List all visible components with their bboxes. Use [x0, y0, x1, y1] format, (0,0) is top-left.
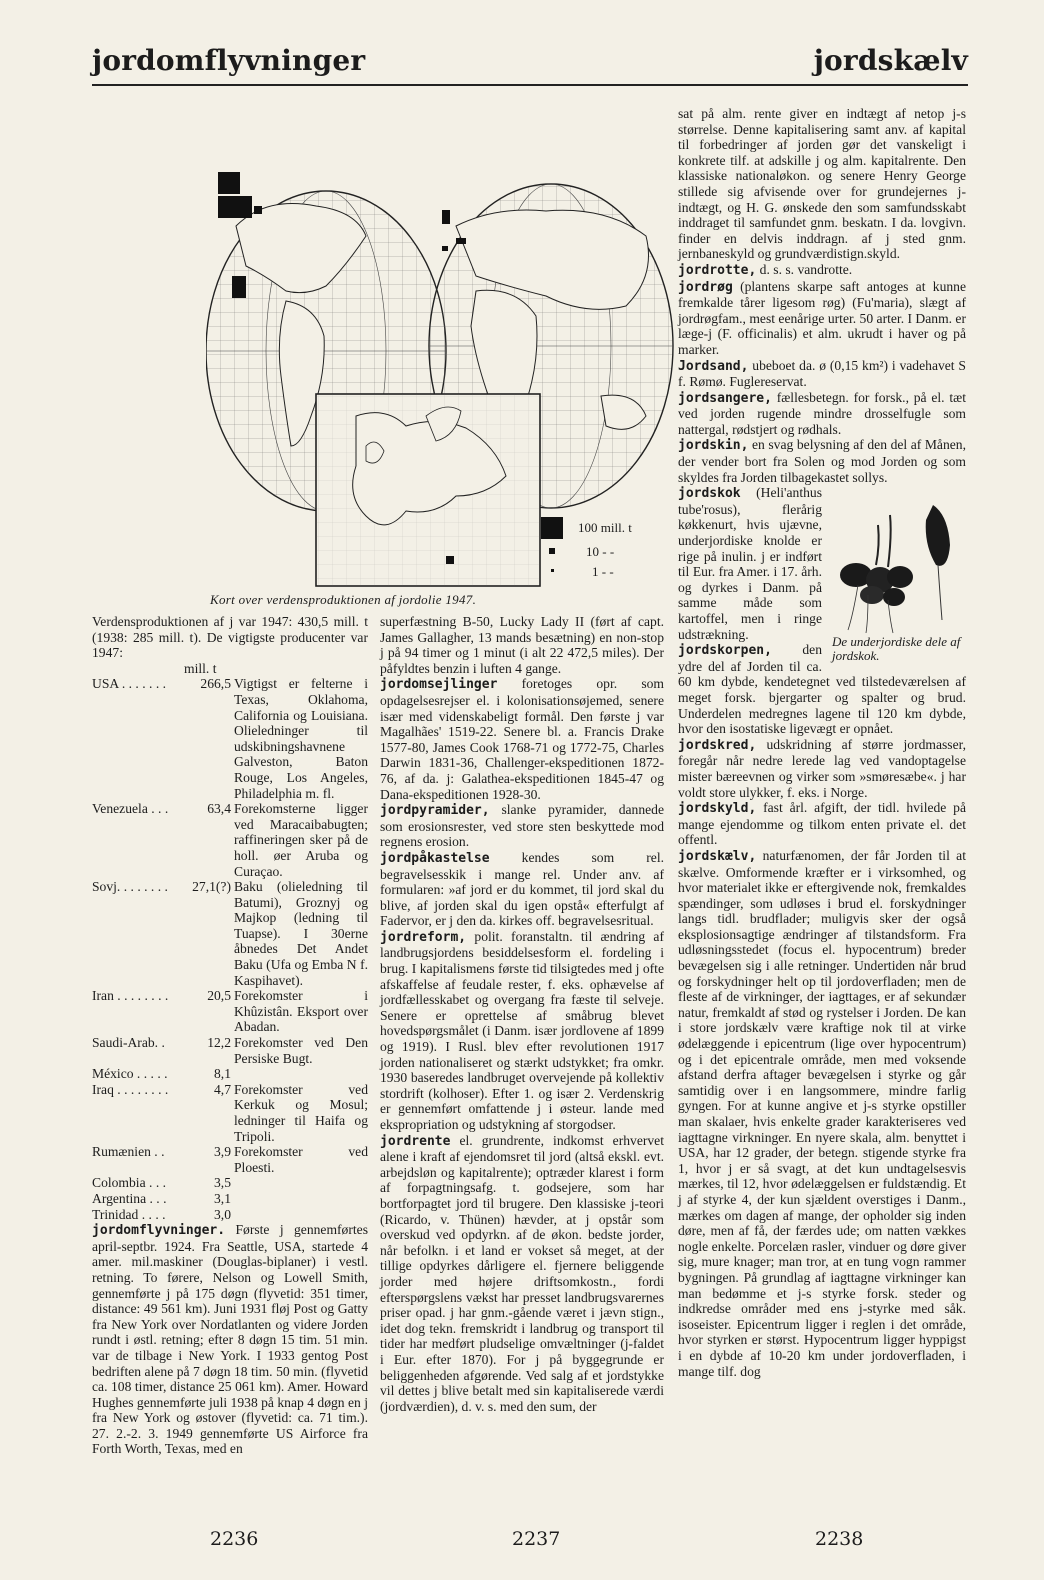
country-name: Trinidad . . . .: [92, 1206, 166, 1222]
entry-text: superfæstning B-50, Lucky Lady II (ført af capt. James Gallagher, 13 mands besætning) en non-stop j på 94 timer og 1 minut (i alt 22 472,5 miles). Der påfyldtes benzin i luften 4 gange.: [380, 614, 664, 676]
entry-head: jordrente: [380, 1133, 451, 1149]
right-rest-entry: [678, 848, 966, 1379]
middle-entry: [380, 929, 664, 1133]
production-row: [92, 1175, 368, 1191]
right-entry: [678, 390, 966, 438]
production-note: Vigtigst er felterne i Texas, Oklahoma, California og Louisiana. Olieledninger til udskibningshavnene Galveston, Baton Rouge, Los Angeles, Philadelphia m. fl.: [234, 676, 368, 801]
page-number-left: 2236: [210, 1528, 259, 1550]
legend-label-10: 10 - -: [586, 544, 615, 559]
country-name: Sovj. . . . . . . .: [92, 879, 168, 895]
entry-text: (plantens skarpe saft antoges at kunne fremkalde tårer ligesom røg) (Fu'maria), slægt af jordrøgfam., mest eenårige urter. 50 arter. I Danm. er læge-j (F. officinalis) et alm. ukrudt i haver og på marker.: [678, 278, 966, 357]
entry-head: jordpyramider,: [380, 803, 490, 819]
country-name: México . . . . .: [92, 1066, 168, 1082]
production-value: 20,5: [207, 988, 231, 1004]
entry-text: d. s. s. vandrotte.: [756, 261, 853, 277]
column-middle: [380, 614, 664, 1414]
page-number-middle: 2237: [512, 1528, 561, 1550]
entry-text: ubeboet da. ø (0,15 km²) i vadehavet S f. Rømø. Fuglereservat.: [678, 357, 966, 390]
production-row: [92, 1144, 368, 1175]
header-rule: [92, 84, 968, 86]
entry-text: udskridning af større jordmasser, foregår når nedre lerede lag ved vandoptagelse mister bæreevnen og virker som »smøresæbe«. j har voldt store ulykker, f. eks. i Norge.: [678, 736, 966, 800]
entry-head: jordomsejlinger: [380, 677, 498, 693]
entry-head: jordskin,: [678, 438, 749, 454]
production-row: [92, 879, 368, 988]
right-entries-rest: [678, 737, 966, 1379]
jordskok-block: [678, 485, 966, 737]
running-header-right: jordskælv: [813, 44, 968, 77]
column-left: [92, 614, 368, 1457]
entry-head: jordskælv,: [678, 848, 757, 864]
jordskok-figure: [828, 485, 966, 665]
right-entry: [678, 437, 966, 485]
middle-entry: [380, 676, 664, 802]
production-table: [92, 676, 368, 1222]
jordskok-plant-image: [828, 485, 966, 635]
production-row: [92, 1207, 368, 1223]
production-value: 3,5: [214, 1175, 231, 1191]
right-entries: [678, 106, 966, 485]
entry-head: jordpåkastelse: [380, 850, 490, 866]
entry-head: jordreform,: [380, 929, 467, 945]
middle-entry: [380, 802, 664, 850]
column-right: [678, 106, 966, 1379]
entry-text: foretoges opr. som opdagelsesrejser el. i kolonisationsøjemed, senere især med videnskabeligt formål. Den første j var Magalhães' 1519-22. Senere bl. a. Francis Drake 1577-80, James Cook 1768-71 og 1772-75, Charles Darwin 1831-36, Challenger-ekspeditionen 1872-76, af da. j: Galathea-ekspeditionen 1845-47 og Dana-ekspeditionen 1928-30.: [380, 676, 664, 802]
production-value: 4,7: [214, 1081, 231, 1097]
production-row: [92, 1035, 368, 1066]
production-value: 3,1: [214, 1190, 231, 1206]
entry-head: jordskred,: [678, 737, 757, 753]
entry-text: naturfænomen, der får Jorden til at skælve. Omformende kræfter er i virksomhed, og hvor materialet ikke er eftergivende nok, fremkaldes spændinger, som udløses i brud el. forskydninger langs tidl. brudflader; muligvis sker der også eksplosionsagtige ændringer af tilstandsform. Fra udløsningsstedet (focus el. hypocentrum) breder bevægelsen sig i alle retninger. Undertiden når brud og forskydninger helt op til jordoverfladen; men de fleste af de virkninger, der iagttages, er af sekundær natur, fremkaldt af stød og rystelser i Jorden. De kan i store jordskælv være kraftige nok til at virke ødelæggende i epicentrum (lige over hypocentrum) og i det epicentrale område, men med voksende afstand derfra aftager bevægelsen i styrke og går samtidig over i en langsommere, mindre farlig gyngen. For at kunne angive et j-s styrke opstiller man skalaer, hvis enkelte grader karakteriseres ved iagttagne virkninger. En nyere skala, alm. benyttet i USA, har 12 grader, der betegn. stigende styrke fra 1, hvor j er så svagt, at det kun undtagelsesvis mærkes, til 12, hvor ødelæggelsen er fuldstændig. Et j af styrke 4, der kun sjældent overstiges i Danm., mærkes om dagen af mange, der opholder sig inden døre, men af få, der færdes ude; om natten vækkes nogle enkelte. Porcelæn rasler, vinduer og døre giver sig, mure knager; man tror, at en tung vogn rammer bygningen. På grundlag af iagttagne virkninger kan man bedømme et j-s styrke forsk. steder og indkredse områder med ens j-styrke med såk. isoseister. Epicentrum ligger i reglen i det område, hvor styrken er størst. Hypocentrum ligger hyppigst i en dybde af 10-20 km under jordoverfladen, i mange tilf. dog: [678, 847, 966, 1379]
entry-text: polit. foranstaltn. til ændring af landbrugsjordens besiddelsesform el. fordeling i brug. I kapitalismens første tid tilsigtedes med j ofte afskaffelse af feudale rester, f. eks. ophævelse af jordfællesskabet og overgang fra fæste til selveje. Senere er oprettelse af småbrug blevet hovedspørgsmålet (i Danm. især jordlovene af 1899 og 1919). I Rusl. blev efter revolutionen 1917 jorden nationaliseret og stærkt udstykket; fra omkr. 1930 baseredes landbruget overvejende på kollektiv stordrift (kolhoser). Efter 1. og især 2. Verdenskrig er gennemført omfattende j i østeur. lande med ekspropriation og udstykning af storgodser.: [380, 928, 664, 1132]
production-value: 266,5: [200, 676, 231, 692]
entry-text-jordskorpen: den ydre del af Jorden til ca. 60 km dybde, kendetegnet ved tilstedeværelsen af meget forsk. bjergarter og spalter og brud. Underdelen medregnes lagene til 120 km dybde, hvor den isostatiske ligevægt er opnået.: [678, 642, 966, 737]
entry-head-jordskorpen: jordskorpen,: [678, 643, 772, 659]
production-row: [92, 1082, 368, 1144]
right-entry: [678, 279, 966, 358]
entry-text: fællesbetegn. for forsk., på el. tæt ved jorden rugende mindre drosselfugle som nattergal, rødstjert og rødhals.: [678, 389, 966, 437]
production-value: 3,0: [214, 1206, 231, 1222]
country-name: Colombia . . .: [92, 1175, 167, 1191]
right-entry: [678, 358, 966, 390]
production-row: [92, 801, 368, 879]
running-header-left: jordomflyvninger: [92, 44, 366, 77]
right-rest-entry: [678, 800, 966, 848]
middle-entry: [380, 1133, 664, 1415]
middle-east-production-mark: [456, 238, 466, 244]
legend-mark-10: [549, 548, 555, 554]
production-note: Forekomster i Khûzistân. Eksport over Abadan.: [234, 988, 368, 1035]
country-name: Venezuela . . .: [92, 801, 169, 817]
entry-head: jordskyld,: [678, 801, 757, 817]
legend-mark-100: [541, 517, 563, 539]
country-name: Saudi-Arab. .: [92, 1035, 165, 1051]
production-value: 3,9: [214, 1144, 231, 1160]
legend-label-100: 100 mill. t: [578, 520, 632, 535]
country-name: Iraq . . . . . . . .: [92, 1081, 169, 1097]
map-caption: Kort over verdensproduktionen af jordolie 1947.: [210, 592, 477, 607]
legend-label-1: 1 - -: [592, 564, 614, 579]
production-note: [234, 1191, 368, 1207]
production-value: 27,1(?): [192, 879, 231, 895]
entry-head-jordskok: jordskok: [678, 486, 741, 502]
entry-head-jordomflyvninger: jordomflyvninger.: [92, 1223, 226, 1239]
entry-head: jordrøg: [678, 279, 733, 295]
entry-text-jordskok: (Heli'anthus tube'rosus), flerårig køkkenurt, hvis ujævne, underjordiske knolde er rige på inulin. j er indført til Eur. fra Amer. i 17. årh. og dyrkes i Danm. på samme måde som kartoffel, men i ringe udstrækning.: [678, 485, 822, 642]
production-note: [234, 1175, 368, 1191]
entry-head: jordsangere,: [678, 390, 772, 406]
right-rest-entry: [678, 737, 966, 800]
middle-entries: [380, 614, 664, 1414]
production-value: 8,1: [214, 1066, 231, 1082]
venezuela-production-mark: [232, 276, 246, 298]
entry-head: Jordsand,: [678, 358, 749, 374]
production-note: Forekomsterne ligger ved Maracaibabugten; raffineringen sker på de holl. øer Aruba og Curaçao.: [234, 801, 368, 879]
production-note: Forekomster ved Ploesti.: [234, 1144, 368, 1175]
usa-production-mark: [218, 172, 240, 194]
production-intro: Verdensproduktionen af j var 1947: 430,5 mill. t (1938: 285 mill. t). De vigtigste producenter var 1947:: [92, 614, 368, 661]
country-name: USA . . . . . . .: [92, 676, 167, 692]
production-row: [92, 1191, 368, 1207]
production-row: [92, 676, 368, 801]
entry-text: slanke pyramider, dannede som erosionsrester, ved store sten beskyttede mod regnens erosion.: [380, 802, 664, 850]
country-name: Iran . . . . . . . .: [92, 988, 169, 1004]
sovj-production-mark: [442, 210, 450, 224]
production-row: [92, 988, 368, 1035]
entry-text: fast årl. afgift, der tidl. hvilede på mange ejendomme og tilkom enten private el. det offentl.: [678, 800, 966, 848]
entry-text: kendes som rel. begravelsesskik i mange rel. Under anv. af formularen: »af jord er du kommet, til jord skal du blive, af jorden skal du igen opstå« efterfulgt af Fadervor, er j den da. kirkes off. begravelsesritual.: [380, 849, 664, 929]
production-value: 63,4: [207, 801, 231, 817]
entry-text: en svag belysning af den del af Månen, der vender bort fra Solen og mod Jorden og som skyldes fra Jorden tilbagekastet sollys.: [678, 437, 966, 485]
entry-text: el. grundrente, indkomst erhvervet alene i kraft af ejendomsret til jord (altså ekskl. evt. arbejdsløn og kapitalrente); optræder klarest i form af forpagtningsafg. t. godsejere, som har bortforpagtet jord til brugere. Den klassiske j-teori (Ricardo, v. Thünen) hævder, at j opstår som overskud ved opdyrkn. af de økon. bedste jorder, når befolkn. i et land er vokset så meget, at der tillige opdyrkes dårligere el. fjernere beliggende jorder med højere driftsomkostn., fordi efterspørgslens vækst har presset landbrugsvarernes priser opad. j har gnm.-gående været i jævn stign., idet dog tekn. fremskridt i landbrug og transport til tider har medført pludselige omvæltninger (j-faldet i Eur. efter 1870). For j på byggegrunde er beliggenheden afgørende. Ved salg af et jordstykke vil dettes j blive betalt med sin kapitaliserede værdi (jordværdien), d. v. s. med den sum, der: [380, 1132, 664, 1414]
production-value: 12,2: [207, 1035, 231, 1051]
production-unit: mill. t: [184, 660, 217, 676]
legend-mark-1: [551, 569, 554, 572]
production-note: Forekomster ved Den Persiske Bugt.: [234, 1035, 368, 1066]
production-note: [234, 1066, 368, 1082]
middle-entry: [380, 614, 664, 676]
country-name: Argentina . . .: [92, 1190, 167, 1206]
right-entry: [678, 106, 966, 262]
entry-text-jordomflyvninger: Første j gennemførtes april-septbr. 1924. Fra Seattle, USA, startede 4 amer. mil.maskiner (Douglas-biplaner) i vestl. retning. To førere, Nelson og Lowell Smith, gennemførte j på 175 døgn (flyvetid: 351 timer, distance: 49 561 km). Juni 1931 fløj Post og Gatty fra New York over Nordatlanten og videre Jorden rundt i østl. retning; efter 8 døgn 15 tim. 51 min. var de tilbage i New York. I 1933 gentog Post bedriften alene på 7 døgn 18 tim. 50 min. (flyvetid ca. 108 timer, distance 25 061 km). Amer. Howard Hughes gennemførte juli 1938 på knap 4 døgn en j fra New York og østover (flyvetid: ca. 71 tim.). 27. 2.-2. 3. 1949 gennemførte US Airforce fra Forth Worth, Texas, med en: [92, 1222, 368, 1457]
page-number-right: 2238: [815, 1528, 864, 1550]
production-row: [92, 1066, 368, 1082]
production-note: Forekomster ved Kerkuk og Mosul; ledninger til Haifa og Tripoli.: [234, 1081, 368, 1144]
middle-entry: [380, 850, 664, 929]
production-note: [234, 1207, 368, 1223]
country-name: Rumænien . .: [92, 1144, 165, 1160]
right-entry: [678, 262, 966, 279]
production-note: Baku (olieledning til Batumi), Groznyj og Majkop (ledning til Tuapse). I 30erne åbnedes Det Andet Baku (Ufa og Emba N f. Kaspihavet).: [234, 879, 368, 988]
jordskok-figure-caption: De underjordiske dele af jordskok.: [832, 634, 961, 664]
entry-head: jordrotte,: [678, 262, 757, 278]
entry-text: sat på alm. rente giver en indtægt af netop j-s størrelse. Denne kapitalisering samt anv. af kapital til forbedringer af jorden gør det vanskeligt i konkrete tilf. at adskille j og alm. kapitalrente. Den klassiske nationaløkon. og senere Henry George stillede sig afvisende over for grundejernes j-indtægt, og H. G. ønskede den som samfundsskabt inddraget til samfundet gnm. beskatn. I da. lovgivn. finder en delvis inddragn. af j sted gnm. jernbaneskyld og grundværdistign.skyld.: [678, 106, 966, 262]
